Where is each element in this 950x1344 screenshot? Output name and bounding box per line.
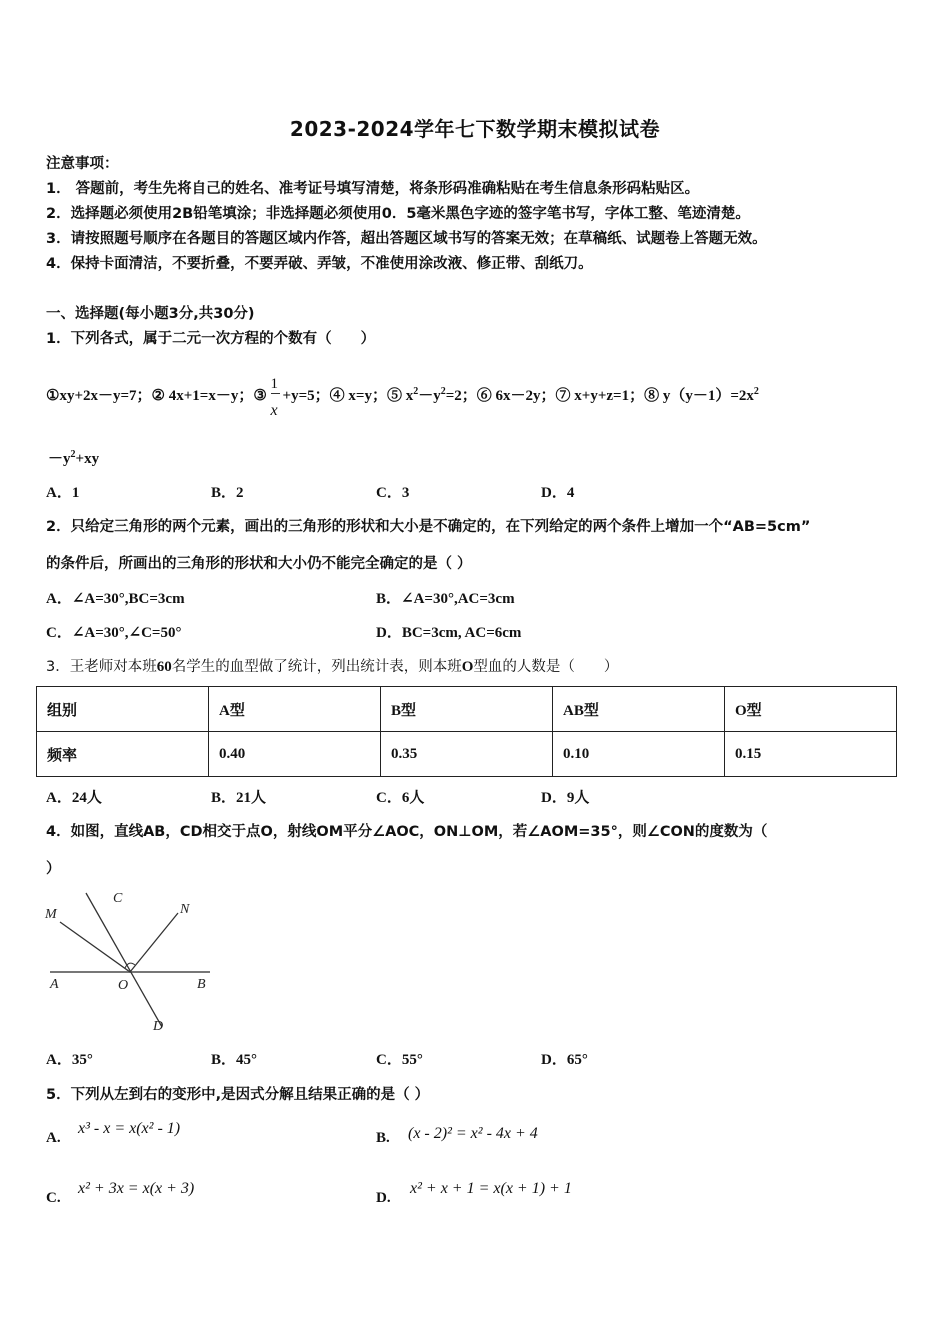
table-row	[37, 732, 897, 777]
angle-diagram	[40, 880, 240, 1040]
notice-heading: 注意事项：	[46, 156, 119, 172]
table-cell: 0.10	[553, 732, 725, 777]
option-a[interactable]: A．1	[46, 485, 80, 501]
question-3-stem: 3．王老师对本班60名学生的血型做了统计，列出统计表，则本班O型血的人数是（ ）	[46, 659, 619, 675]
option-c-expression: x² + 3x = x(x + 3)	[78, 1180, 195, 1197]
option-b-label[interactable]: B.	[376, 1130, 390, 1146]
label-m: M	[45, 907, 57, 922]
table-cell: AB型	[553, 687, 725, 732]
table-cell: 组别	[37, 687, 209, 732]
option-b[interactable]: B．45°	[211, 1052, 258, 1068]
table-cell: B型	[381, 687, 553, 732]
label-n: N	[180, 902, 190, 917]
option-d[interactable]: D．9人	[541, 790, 590, 806]
table-cell: 频率	[37, 732, 209, 777]
table-header-row	[37, 687, 897, 732]
question-5-stem: 5．下列从左到右的变形中,是因式分解且结果正确的是（ ）	[46, 1087, 430, 1103]
question-1-expressions: ①xy+2x－y=7；② 4x+1=x－y；③ $\frac{1}{x}$ +y=5；④ x=y；⑤ $x^2-y^2=2$；⑥ 6x－2y；⑦ x+y+z=1；⑧ $y(y-1)=2x^2$	[46, 376, 759, 419]
option-d[interactable]: D．4	[541, 485, 575, 501]
option-b[interactable]: B．∠A=30°,AC=3cm	[376, 591, 515, 607]
option-a-label[interactable]: A.	[46, 1130, 61, 1146]
notice-item: 3．请按照题号顺序在各题目的答题区域内作答，超出答题区域书写的答案无效；在草稿纸、试题卷上答题无效。	[46, 231, 767, 247]
option-d[interactable]: D．BC=3cm, AC=6cm	[376, 625, 522, 641]
section-heading: 一、选择题(每小题3分,共30分)	[46, 306, 255, 322]
option-b[interactable]: B．21人	[211, 790, 267, 806]
option-a[interactable]: A．24人	[46, 790, 102, 806]
option-c[interactable]: C．55°	[376, 1052, 423, 1068]
table-cell: 0.15	[725, 732, 897, 777]
option-a[interactable]: A．∠A=30°,BC=3cm	[46, 591, 185, 607]
option-c-label[interactable]: C.	[46, 1190, 61, 1206]
notice-item: 4．保持卡面清洁，不要折叠，不要弄破、弄皱，不准使用涂改液、修正带、刮纸刀。	[46, 256, 593, 272]
label-o: O	[118, 978, 129, 993]
label-a: A	[50, 977, 59, 992]
option-b-expression: (x - 2)² = x² - 4x + 4	[408, 1125, 538, 1142]
page-title: 2023-2024学年七下数学期末模拟试卷	[289, 117, 661, 141]
option-b[interactable]: B．2	[211, 485, 244, 501]
label-b: B	[197, 977, 206, 992]
question-4-stem: 4．如图，直线AB，CD相交于点O，射线OM平分∠AOC，ON⊥OM，若∠AOM=35°，则∠CON的度数为（	[46, 824, 768, 840]
blood-type-table	[36, 686, 897, 777]
table-cell: 0.35	[381, 732, 553, 777]
option-a-expression: x³ - x = x(x² - 1)	[78, 1120, 181, 1137]
option-a[interactable]: A．35°	[46, 1052, 93, 1068]
label-c: C	[113, 891, 123, 906]
option-d-label[interactable]: D.	[376, 1190, 391, 1206]
table-cell: A型	[209, 687, 381, 732]
question-1-stem: 1．下列各式，属于二元一次方程的个数有（ ）	[46, 331, 376, 347]
question-2-stem: 2．只给定三角形的两个元素，画出的三角形的形状和大小是不确定的，在下列给定的两个条件上增加一个“AB=5cm”	[46, 519, 811, 535]
table-cell: O型	[725, 687, 897, 732]
option-c[interactable]: C．3	[376, 485, 410, 501]
notice-item: 2．选择题必须使用2B铅笔填涂；非选择题必须使用0．5毫米黑色字迹的签字笔书写，字体工整、笔迹清楚。	[46, 206, 750, 222]
label-d: D	[153, 1019, 164, 1034]
option-c[interactable]: C．6人	[376, 790, 425, 806]
option-c[interactable]: C．∠A=30°,∠C=50°	[46, 625, 182, 641]
question-2-stem-continued: 的条件后，所画出的三角形的形状和大小仍不能完全确定的是（ ）	[46, 556, 472, 572]
table-cell: 0.40	[209, 732, 381, 777]
question-1-expression-continued: $-y^2+xy$	[48, 449, 100, 467]
option-d-expression: x² + x + 1 = x(x + 1) + 1	[410, 1180, 572, 1197]
option-d[interactable]: D．65°	[541, 1052, 588, 1068]
notice-item: 1． 答题前，考生先将自己的姓名、准考证号填写清楚，将条形码准确粘贴在考生信息条形码粘贴区。	[46, 181, 700, 197]
question-4-stem-continued: ）	[46, 861, 61, 877]
